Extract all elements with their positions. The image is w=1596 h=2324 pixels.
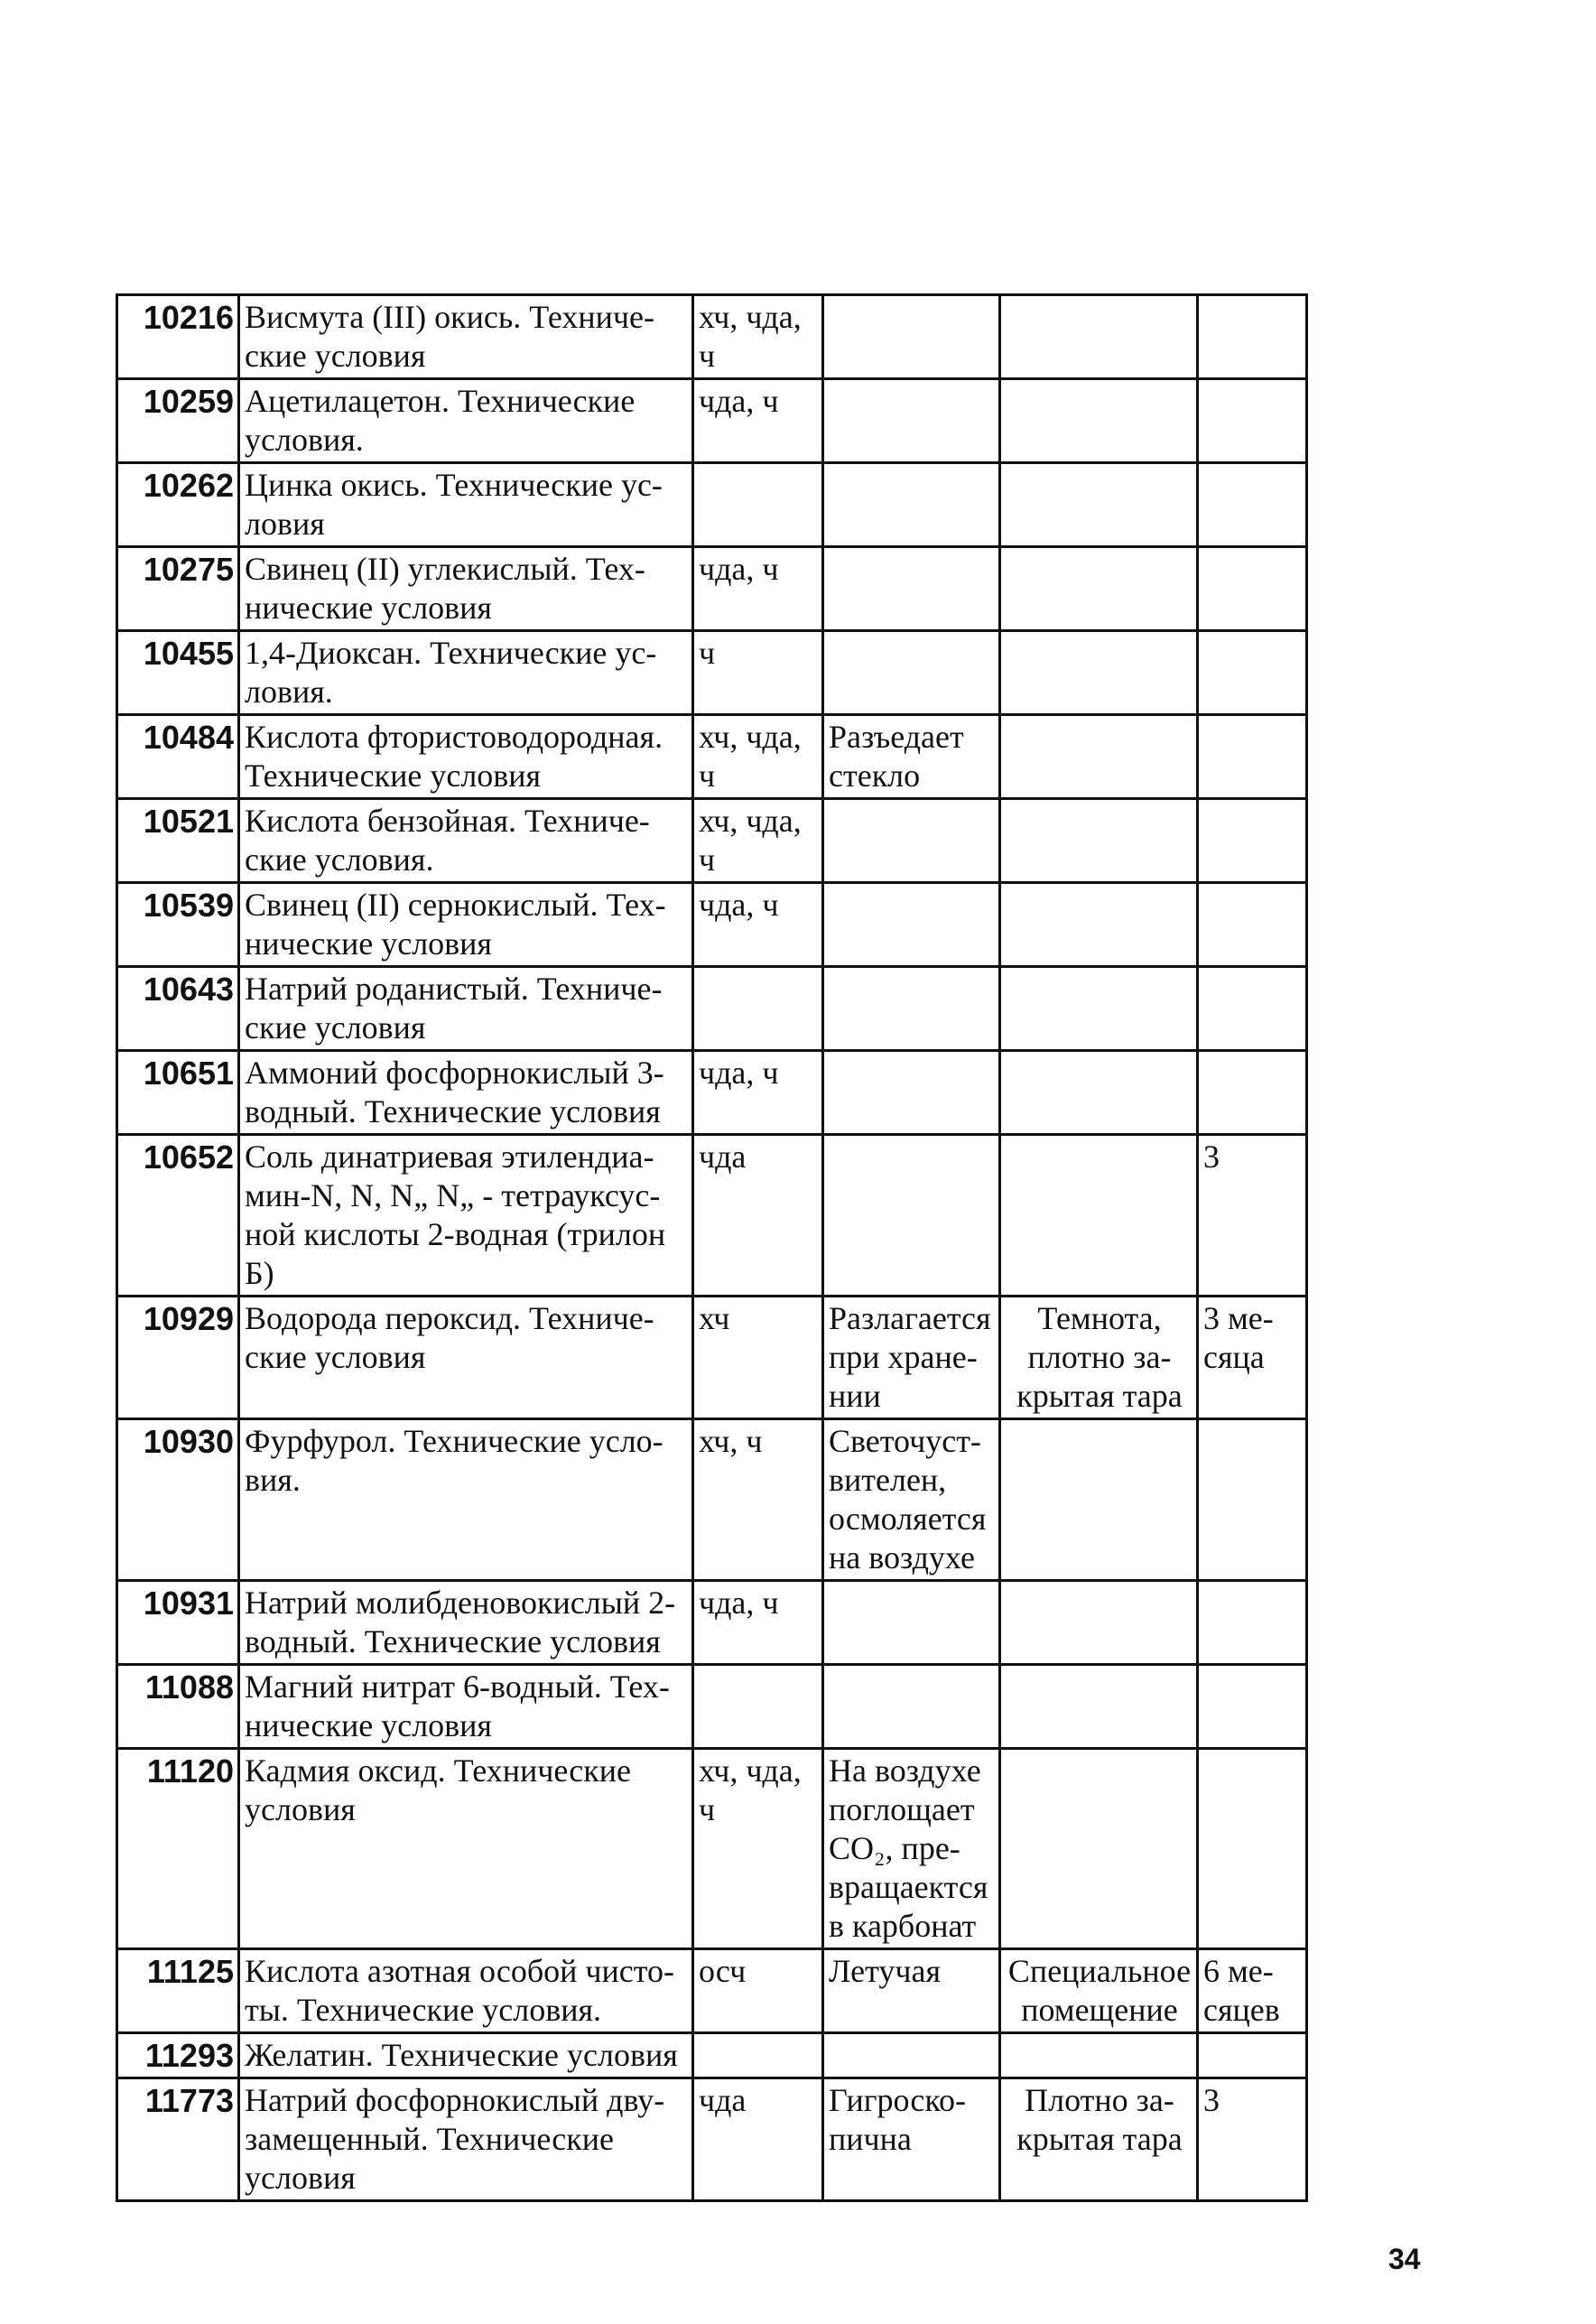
table-row	[117, 2078, 1307, 2201]
storage-conditions-cell	[1000, 1749, 1198, 1949]
table-row	[117, 715, 1307, 799]
storage-term-cell: 3	[1198, 2078, 1307, 2201]
properties-note-cell	[823, 1051, 1000, 1135]
grade-cell: чда, ч	[693, 1051, 823, 1135]
grade-cell: чда	[693, 2078, 823, 2201]
gost-code-cell: 10216	[117, 295, 239, 379]
grade-cell: чда	[693, 1135, 823, 1297]
reagent-name-cell: Ацетилацетон. Технические условия.	[239, 379, 693, 463]
gost-code-cell: 11120	[117, 1749, 239, 1949]
page-number: 34	[1388, 2243, 1421, 2275]
storage-term-cell	[1198, 1419, 1307, 1581]
storage-conditions-cell	[1000, 547, 1198, 631]
storage-conditions-cell: Специальное помещение	[1000, 1949, 1198, 2033]
grade-cell: хч, ч	[693, 1419, 823, 1581]
reagent-name-cell: Натрий молибденовокислый 2-водный. Технические условия	[239, 1581, 693, 1665]
grade-cell: чда, ч	[693, 883, 823, 967]
storage-term-cell	[1198, 547, 1307, 631]
storage-conditions-cell	[1000, 1419, 1198, 1581]
grade-cell: хч, чда, ч	[693, 1749, 823, 1949]
properties-note-cell	[823, 463, 1000, 547]
reagents-table-body	[117, 295, 1307, 2201]
properties-note-cell	[823, 799, 1000, 883]
table-row	[117, 547, 1307, 631]
storage-term-cell	[1198, 1581, 1307, 1665]
properties-note-cell: На воздухе поглощает CO₂, пре-вращаектся в карбонат	[823, 1749, 1000, 1949]
grade-cell: ч	[693, 631, 823, 715]
storage-conditions-cell	[1000, 883, 1198, 967]
storage-term-cell	[1198, 463, 1307, 547]
storage-term-cell	[1198, 1749, 1307, 1949]
gost-code-cell: 11088	[117, 1665, 239, 1749]
properties-note-cell	[823, 1581, 1000, 1665]
storage-conditions-cell	[1000, 967, 1198, 1051]
properties-note-cell	[823, 1135, 1000, 1297]
storage-conditions-cell: Темнота, плотно за-крытая тара	[1000, 1297, 1198, 1419]
grade-cell: чда, ч	[693, 1581, 823, 1665]
properties-note-cell: Светочуст-вителен, осмоляется на воздухе	[823, 1419, 1000, 1581]
gost-code-cell: 10652	[117, 1135, 239, 1297]
reagent-name-cell: Магний нитрат 6-водный. Тех-нические условия	[239, 1665, 693, 1749]
grade-cell	[693, 1665, 823, 1749]
table-row	[117, 1949, 1307, 2033]
properties-note-cell: Гигроско-пична	[823, 2078, 1000, 2201]
properties-note-cell	[823, 967, 1000, 1051]
reagent-name-cell: Кадмия оксид. Технические условия	[239, 1749, 693, 1949]
storage-conditions-cell	[1000, 2033, 1198, 2078]
gost-code-cell: 10539	[117, 883, 239, 967]
storage-term-cell	[1198, 883, 1307, 967]
table-row	[117, 379, 1307, 463]
gost-code-cell: 11773	[117, 2078, 239, 2201]
gost-code-cell: 10484	[117, 715, 239, 799]
reagent-name-cell: 1,4-Диоксан. Технические ус-ловия.	[239, 631, 693, 715]
storage-term-cell	[1198, 799, 1307, 883]
reagent-name-cell: Соль динатриевая этилендиа-мин-N, N, N„ N„ - тетрауксус-ной кислоты 2-водная (трилон Б)	[239, 1135, 693, 1297]
table-row	[117, 799, 1307, 883]
reagent-name-cell: Свинец (II) углекислый. Тех-нические условия	[239, 547, 693, 631]
properties-note-cell	[823, 631, 1000, 715]
reagent-name-cell: Аммоний фосфорнокислый 3-водный. Технические условия	[239, 1051, 693, 1135]
grade-cell	[693, 463, 823, 547]
storage-conditions-cell	[1000, 1665, 1198, 1749]
table-row	[117, 883, 1307, 967]
reagent-name-cell: Водорода пероксид. Техниче-ские условия	[239, 1297, 693, 1419]
gost-code-cell: 10643	[117, 967, 239, 1051]
reagent-name-cell: Кислота бензойная. Техниче-ские условия.	[239, 799, 693, 883]
table-row	[117, 967, 1307, 1051]
table-row	[117, 1665, 1307, 1749]
gost-code-cell: 10651	[117, 1051, 239, 1135]
reagent-name-cell: Свинец (II) сернокислый. Тех-нические условия	[239, 883, 693, 967]
properties-note-cell	[823, 295, 1000, 379]
storage-conditions-cell	[1000, 1051, 1198, 1135]
properties-note-cell	[823, 1665, 1000, 1749]
storage-conditions-cell	[1000, 463, 1198, 547]
table-row	[117, 1051, 1307, 1135]
storage-conditions-cell	[1000, 1135, 1198, 1297]
storage-conditions-cell	[1000, 715, 1198, 799]
storage-term-cell	[1198, 379, 1307, 463]
reagent-name-cell: Кислота фтористоводородная. Технические условия	[239, 715, 693, 799]
storage-term-cell	[1198, 631, 1307, 715]
reagent-name-cell: Висмута (III) окись. Техниче-ские условия	[239, 295, 693, 379]
properties-note-cell	[823, 379, 1000, 463]
grade-cell: осч	[693, 1949, 823, 2033]
storage-term-cell: 3	[1198, 1135, 1307, 1297]
grade-cell: хч, чда, ч	[693, 799, 823, 883]
gost-code-cell: 11293	[117, 2033, 239, 2078]
reagent-name-cell: Натрий фосфорнокислый дву-замещенный. Технические условия	[239, 2078, 693, 2201]
table-row	[117, 1419, 1307, 1581]
properties-note-cell: Летучая	[823, 1949, 1000, 2033]
grade-cell: хч	[693, 1297, 823, 1419]
table-row	[117, 1581, 1307, 1665]
storage-conditions-cell	[1000, 1581, 1198, 1665]
table-row	[117, 295, 1307, 379]
storage-conditions-cell	[1000, 631, 1198, 715]
reagents-table	[116, 293, 1308, 2202]
gost-code-cell: 10275	[117, 547, 239, 631]
storage-term-cell	[1198, 1051, 1307, 1135]
gost-code-cell: 10455	[117, 631, 239, 715]
storage-conditions-cell: Плотно за-крытая тара	[1000, 2078, 1198, 2201]
storage-term-cell: 3 ме-сяца	[1198, 1297, 1307, 1419]
grade-cell	[693, 967, 823, 1051]
storage-conditions-cell	[1000, 295, 1198, 379]
storage-term-cell	[1198, 295, 1307, 379]
table-row	[117, 1135, 1307, 1297]
properties-note-cell	[823, 547, 1000, 631]
gost-code-cell: 10929	[117, 1297, 239, 1419]
reagent-name-cell: Кислота азотная особой чисто-ты. Технические условия.	[239, 1949, 693, 2033]
table-row	[117, 1297, 1307, 1419]
reagent-name-cell: Желатин. Технические условия	[239, 2033, 693, 2078]
gost-code-cell: 10259	[117, 379, 239, 463]
grade-cell: чда, ч	[693, 379, 823, 463]
reagent-name-cell: Натрий роданистый. Техниче-ские условия	[239, 967, 693, 1051]
gost-code-cell: 11125	[117, 1949, 239, 2033]
table-row	[117, 1749, 1307, 1949]
properties-note-cell: Разлагается при хране-нии	[823, 1297, 1000, 1419]
storage-term-cell	[1198, 967, 1307, 1051]
grade-cell	[693, 2033, 823, 2078]
properties-note-cell: Разъедает стекло	[823, 715, 1000, 799]
reagent-name-cell: Фурфурол. Технические усло-вия.	[239, 1419, 693, 1581]
properties-note-cell	[823, 883, 1000, 967]
gost-code-cell: 10930	[117, 1419, 239, 1581]
gost-code-cell: 10262	[117, 463, 239, 547]
storage-conditions-cell	[1000, 379, 1198, 463]
reagent-name-cell: Цинка окись. Технические ус-ловия	[239, 463, 693, 547]
grade-cell: чда, ч	[693, 547, 823, 631]
storage-term-cell	[1198, 2033, 1307, 2078]
storage-conditions-cell	[1000, 799, 1198, 883]
storage-term-cell	[1198, 1665, 1307, 1749]
grade-cell: хч, чда, ч	[693, 715, 823, 799]
gost-code-cell: 10931	[117, 1581, 239, 1665]
gost-code-cell: 10521	[117, 799, 239, 883]
storage-term-cell	[1198, 715, 1307, 799]
grade-cell: хч, чда, ч	[693, 295, 823, 379]
table-row	[117, 631, 1307, 715]
properties-note-cell	[823, 2033, 1000, 2078]
table-row	[117, 2033, 1307, 2078]
storage-term-cell: 6 ме-сяцев	[1198, 1949, 1307, 2033]
table-row	[117, 463, 1307, 547]
